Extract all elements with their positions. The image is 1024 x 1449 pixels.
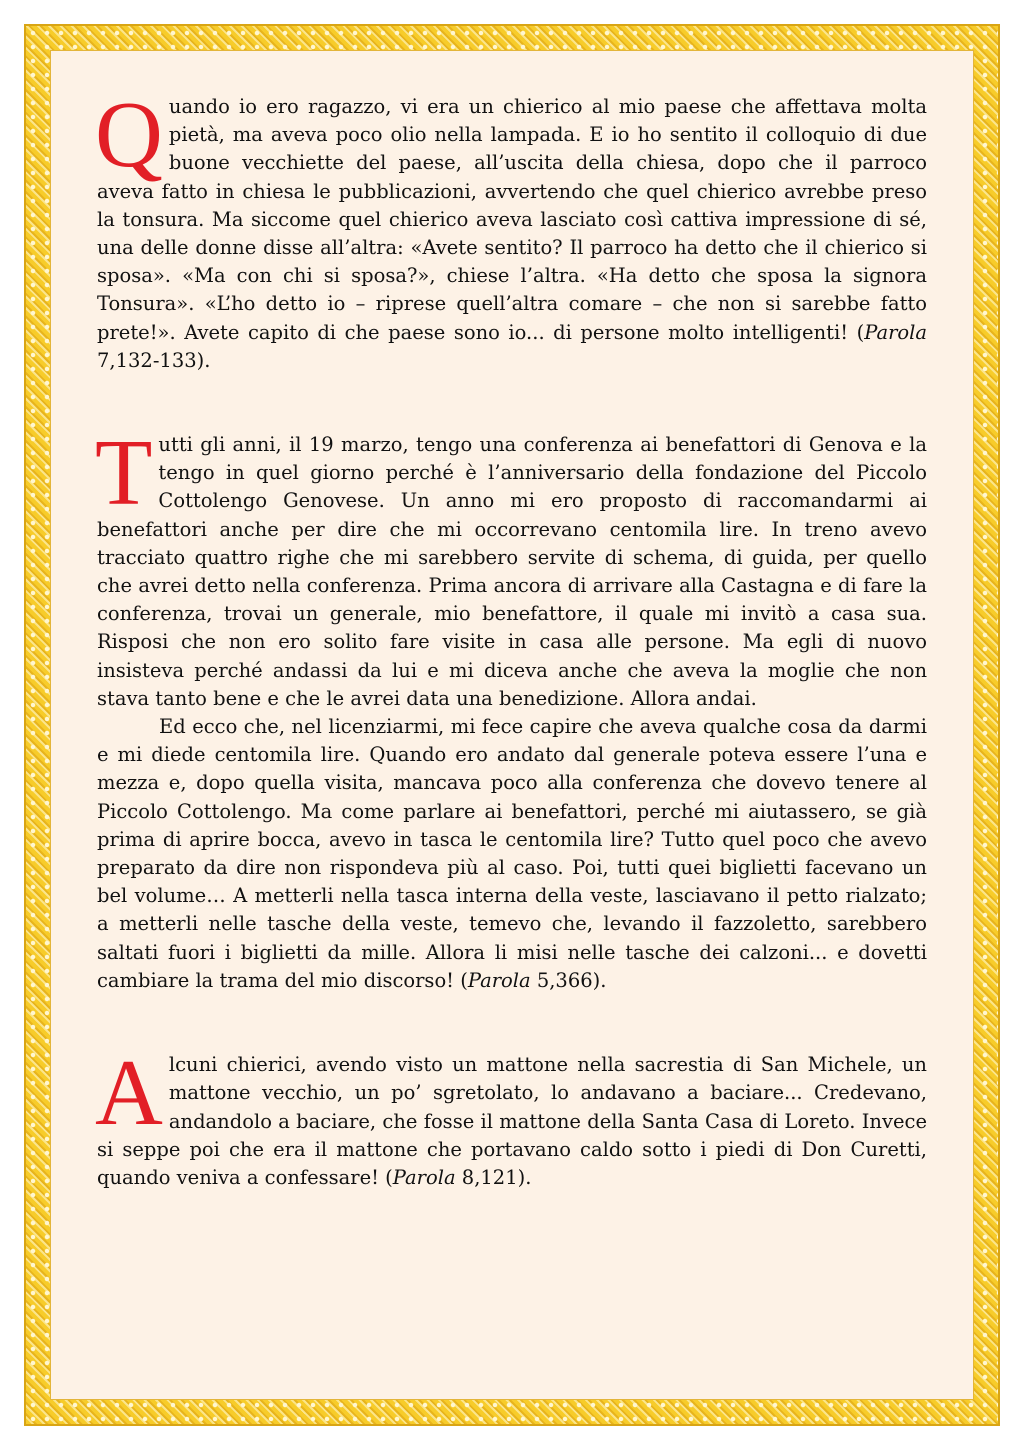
paragraph-text: lcuni chierici, avendo visto un mattone nella sacrestia di San Michele, un mattone vecchio, un po’ sgretolato, lo andavano a baciare... Credevano, andandolo a baciare, che fosse il mattone della Santa Casa di Loreto. Invece si seppe poi che era il mattone che portavano caldo sotto i piedi di Don Curetti, quando veniva a confessare! (	[97, 1053, 927, 1189]
citation-source: Parola	[392, 1165, 456, 1189]
citation-source: Parola	[467, 968, 531, 992]
paragraph	[97, 713, 927, 995]
citation-reference: 5,366).	[530, 968, 607, 992]
anecdote-2	[95, 421, 927, 995]
paragraph	[95, 421, 927, 713]
paragraph	[95, 83, 927, 375]
citation-reference: 8,121).	[455, 1165, 532, 1189]
drop-cap: T	[95, 421, 153, 526]
paragraph-text: utti gli anni, il 19 marzo, tengo una conferenza ai benefattori di Genova e la tengo in quel giorno perché è l’anniversario della fondazione del Piccolo Cottolengo Genovese. Un anno mi ero proposto di raccomandarmi ai benefattori anche per dire che mi occorrevano centomila lire. In treno avevo tracciato quattro righe che mi sarebbero servite di schema, di guida, per quello che avrei detto nella conferenza. Prima ancora di arrivare alla Castagna e di fare la conferenza, trovai un generale, mio benefattore, il quale mi invitò a casa sua. Risposi che non ero solito fare visite in casa alle persone. Ma egli di nuovo insisteva perché andassi da lui e mi diceva anche che aveva la moglie che non stava tanto bene e che le avrei data una benedizione. Allora andai.	[97, 433, 927, 710]
citation-source: Parola	[864, 320, 927, 344]
paragraph-text: Ed ecco che, nel licenziarmi, mi fece capire che aveva qualche cosa da darmi e mi diede centomila lire. Quando ero andato dal generale poteva essere l’una e mezza e, dopo quella visita, mancava poco alla conferenza che dovevo tenere al Piccolo Cottolengo. Ma come parlare ai benefattori, perché mi aiutassero, se già prima di aprire bocca, avevo in tasca le centomila lire? Tutto quel poco che avevo preparato da dire non rispondeva più al caso. Poi, tutti quei biglietti facevano un bel volume… A metterli nella tasca interna della veste, lasciavano il petto rialzato; a metterli nelle tasche della veste, temevo che, levando il fazzoletto, sarebbero saltati fuori i biglietti da mille. Allora li misi nelle tasche dei calzoni... e dovetti cambiare la trama del mio discorso! (	[97, 715, 927, 992]
anecdote-3	[95, 1041, 927, 1192]
paragraph-text: uando io ero ragazzo, vi era un chierico al mio paese che affettava molta pietà, ma aveva poco olio nella lampada. E io ho sentito il colloquio di due buone vecchiette del paese, all’uscita della chiesa, dopo che il parroco aveva fatto in chiesa le pubblicazioni, avvertendo che quel chierico avrebbe preso la tonsura. Ma siccome quel chierico aveva lasciato così cattiva impressione di sé, una delle donne disse all’altra: «Avete sentito? Il parroco ha detto che il chierico si sposa». «Ma con chi si sposa?», chiese l’altra. «Ha detto che sposa la signora Tonsura». «L’ho detto io – riprese quell’altra comare – che non si sarebbe fatto prete!». Avete capito di che paese sono io... di persone molto intelligenti! (	[97, 95, 927, 344]
drop-cap: A	[95, 1041, 163, 1146]
document-body	[95, 83, 927, 1248]
anecdote-1	[95, 83, 927, 375]
citation-reference: 7,132-133).	[97, 348, 211, 372]
paragraph	[95, 1041, 927, 1192]
drop-cap: Q	[95, 83, 163, 187]
